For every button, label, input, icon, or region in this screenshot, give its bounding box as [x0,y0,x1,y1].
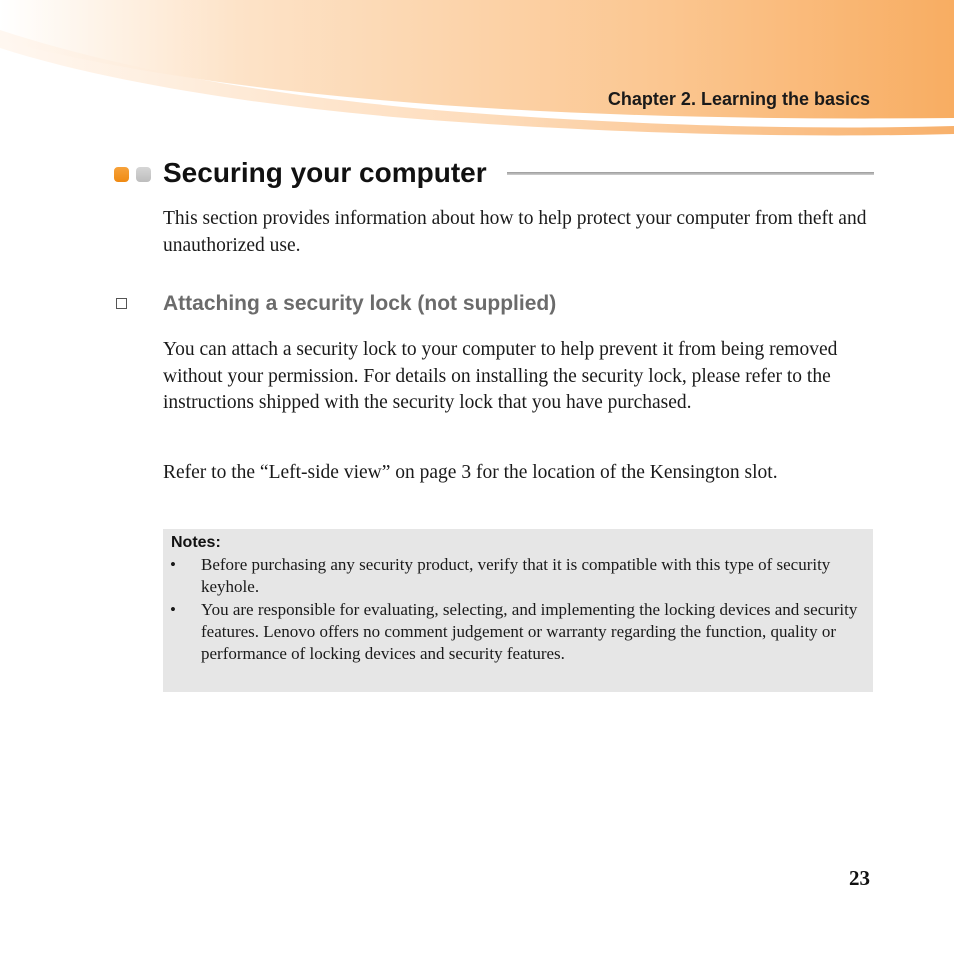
subsection-title: Attaching a security lock (not supplied) [163,292,557,315]
page-number: 23 [849,866,870,890]
section-heading [114,155,874,191]
bullet-icon: • [170,555,176,574]
note-text: Before purchasing any security product, verify that it is compatible with this type of security keyhole. [201,555,831,596]
notes-box [163,529,873,692]
section-title: Securing your computer [163,157,487,188]
square-bullet-icon [116,298,127,309]
orange-dot-icon [114,167,129,182]
header-swoosh-band [0,0,954,140]
section-intro-paragraph: This section provides information about how to help protect your computer from theft and unauthorized use. [163,208,867,256]
chapter-title: Chapter 2. Learning the basics [607,89,870,109]
gray-dot-icon [136,167,151,182]
note-text: You are responsible for evaluating, selecting, and implementing the locking devices and security features. Lenovo offers no comment judgement or warranty regarding the function, quality or performance of locking devices and security features. [201,600,858,663]
title-divider [507,172,874,175]
security-lock-paragraph: You can attach a security lock to your computer to help prevent it from being removed without your permission. For details on installing the security lock, please refer to the instructions shipped with the security lock that you have purchased. [163,339,838,413]
bullet-icon: • [170,600,176,619]
kensington-reference-paragraph: Refer to the “Left-side view” on page 3 for the location of the Kensington slot. [163,462,778,483]
subsection-heading [116,290,876,320]
notes-label: Notes: [171,534,221,551]
